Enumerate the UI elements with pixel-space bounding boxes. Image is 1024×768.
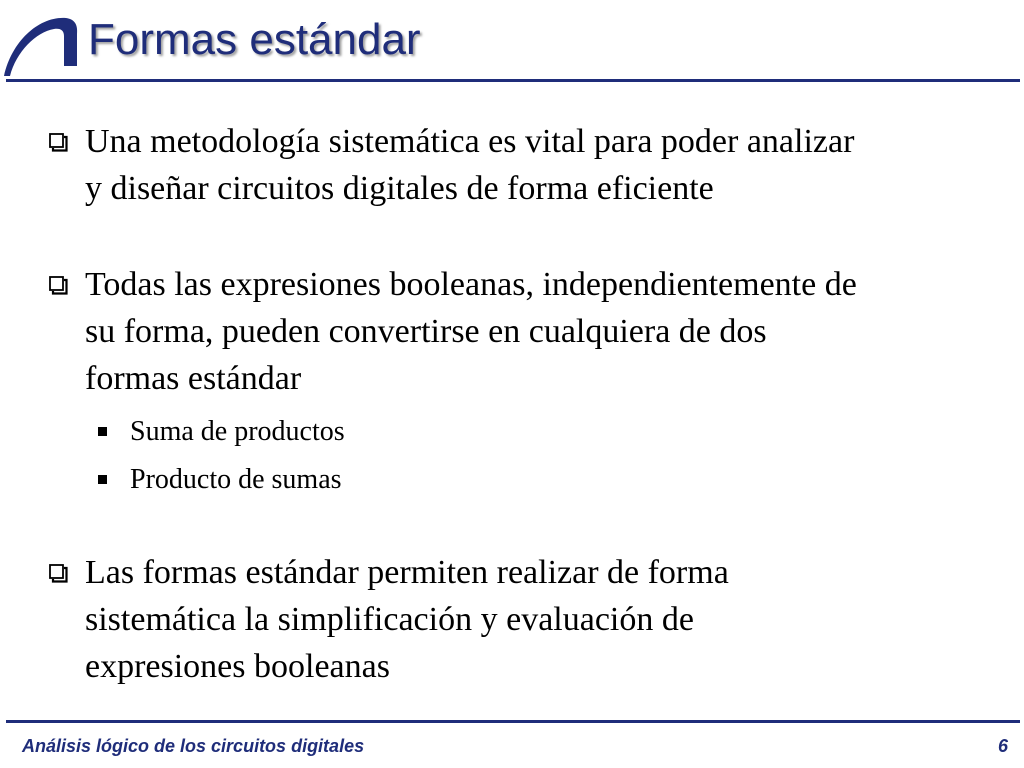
bullet-line: expresiones booleanas xyxy=(85,648,390,685)
footer-divider xyxy=(6,720,1020,723)
bullet-line: y diseñar circuitos digitales de forma eficiente xyxy=(85,170,714,207)
bullet-item xyxy=(85,549,1005,690)
hollow-square-icon xyxy=(49,276,68,295)
sub-bullet-item xyxy=(130,460,342,500)
bullet-item xyxy=(85,118,1005,212)
bullet-item xyxy=(85,261,1005,402)
sub-bullet-item xyxy=(130,412,345,452)
filled-square-icon xyxy=(98,475,107,484)
bullet-line: Una metodología sistemática es vital para poder analizar xyxy=(85,123,855,160)
sub-bullet-label: Producto de sumas xyxy=(130,464,342,495)
sub-bullet-label: Suma de productos xyxy=(130,416,345,447)
filled-square-icon xyxy=(98,427,107,436)
hollow-square-icon xyxy=(49,133,68,152)
bullet-line: Las formas estándar permiten realizar de forma xyxy=(85,554,729,591)
bullet-line: sistemática la simplificación y evaluación de xyxy=(85,601,694,638)
footer-course-title: Análisis lógico de los circuitos digitales xyxy=(22,736,365,756)
bullet-line: formas estándar xyxy=(85,360,302,397)
bullet-line: Todas las expresiones booleanas, independientemente de xyxy=(85,266,857,303)
page-number: 6 xyxy=(997,736,1008,756)
slide-title: Formas estándar xyxy=(88,15,421,64)
bullet-line: su forma, pueden convertirse en cualquiera de dos xyxy=(85,313,767,350)
hollow-square-icon xyxy=(49,564,68,583)
